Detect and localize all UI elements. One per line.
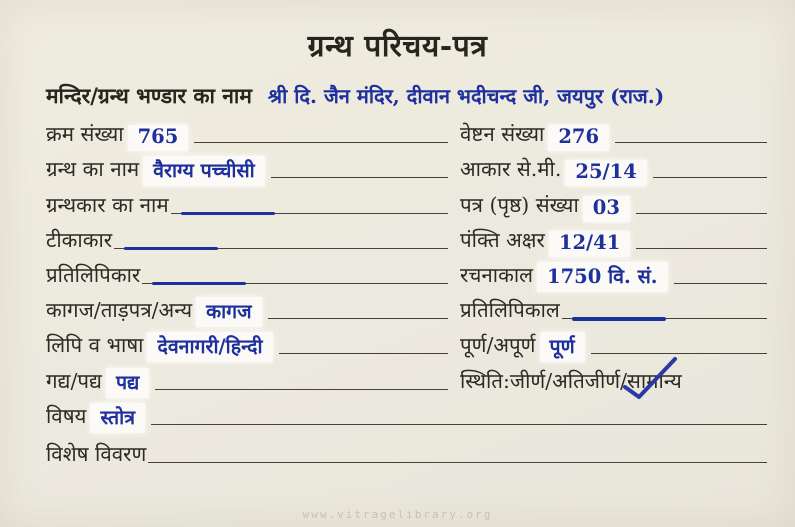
field-bundle-number — [460, 116, 769, 151]
rule-line — [155, 389, 448, 390]
field-label: आकार से.मी. — [460, 157, 562, 182]
field-condition — [460, 362, 769, 397]
field-prose-verse — [46, 362, 450, 397]
field-copyist — [46, 257, 450, 292]
field-granth-name — [46, 151, 450, 186]
field-value: 1750 वि. सं. — [537, 262, 668, 292]
field-value: 12/41 — [549, 231, 630, 257]
handwritten-dash — [124, 247, 218, 250]
handwritten-dash — [572, 317, 666, 320]
field-label: रचनाकाल — [460, 262, 534, 287]
field-composition-date — [460, 257, 769, 292]
field-label: लिपि व भाषा — [46, 333, 144, 358]
repository-name-label: मन्दिर/ग्रन्थ भण्डार का नाम — [46, 83, 252, 108]
rule-line — [279, 353, 448, 354]
form-row — [46, 222, 769, 257]
rule-line — [636, 213, 767, 214]
condition-checked-option — [627, 367, 682, 398]
rule-line — [591, 353, 767, 354]
field-value: पूर्ण — [540, 332, 585, 362]
field-subject — [46, 398, 769, 433]
form-row — [46, 327, 769, 362]
rule-line — [268, 318, 448, 319]
form-row — [46, 433, 769, 471]
field-label: ग्रन्थ का नाम — [46, 157, 140, 182]
rule-line — [562, 318, 767, 319]
handwritten-dash — [181, 212, 275, 215]
field-label: वेष्टन संख्या — [460, 122, 545, 147]
rule-line — [142, 283, 448, 284]
rule-line — [653, 177, 767, 178]
field-label: कागज/ताड़पत्र/अन्य — [46, 298, 193, 323]
field-label: पत्र (पृष्ठ) संख्या — [460, 192, 579, 217]
form-row — [46, 151, 769, 186]
page-title: ग्रन्थ परिचय-पत्र — [307, 29, 488, 64]
form-row — [46, 257, 769, 292]
field-value: देवनागरी/हिन्दी — [147, 332, 272, 362]
form-grid — [46, 116, 769, 471]
handwritten-dash — [152, 282, 246, 285]
field-value: स्तोत्र — [90, 403, 145, 433]
field-page-count — [460, 186, 769, 221]
rule-line — [114, 248, 448, 249]
rule-line — [151, 424, 767, 425]
field-script-language — [46, 327, 450, 362]
rule-line — [148, 462, 767, 463]
field-label: टीकाकार — [46, 227, 113, 252]
rule-line — [194, 142, 448, 143]
field-label: पूर्ण/अपूर्ण — [460, 333, 536, 358]
rule-line — [171, 213, 448, 214]
field-value: कागज — [196, 297, 261, 327]
form-row — [46, 362, 769, 397]
field-lines-letters — [460, 222, 769, 257]
field-label: विषय — [46, 403, 87, 428]
field-complete-incomplete — [460, 327, 769, 362]
field-value: सामान्य — [627, 368, 682, 393]
field-label: क्रम संख्या — [46, 122, 124, 147]
form-row — [46, 116, 769, 151]
field-label: पंक्ति अक्षर — [460, 227, 545, 252]
field-value: 276 — [548, 125, 609, 151]
rule-line — [636, 248, 767, 249]
form-row — [46, 398, 769, 433]
field-value: 25/14 — [565, 160, 646, 186]
field-author-name — [46, 186, 450, 221]
repository-name-row — [46, 82, 769, 113]
field-label: स्थिति:जीर्ण/अतिजीर्ण/ — [460, 368, 628, 393]
field-material — [46, 292, 450, 327]
rule-line — [615, 142, 767, 143]
repository-name-value: श्री दि. जैन मंदिर, दीवान भदीचन्द जी, जयपुर (राज.) — [267, 84, 665, 108]
form-row — [46, 186, 769, 221]
field-value: 03 — [583, 196, 630, 222]
rule-line — [674, 283, 767, 284]
field-copy-date — [460, 292, 769, 327]
field-label: प्रतिलिपिकाल — [460, 298, 560, 323]
form-row — [46, 292, 769, 327]
field-value: 765 — [128, 125, 189, 151]
field-commentator — [46, 222, 450, 257]
field-value: वैराग्य पच्चीसी — [143, 156, 265, 186]
field-serial-number — [46, 116, 450, 151]
field-label: प्रतिलिपिकार — [46, 262, 141, 287]
field-label: ग्रन्थकार का नाम — [46, 192, 169, 217]
watermark-text: www.vitragelibrary.org — [302, 508, 493, 521]
field-label: विशेष विवरण — [46, 441, 147, 466]
field-label: गद्य/पद्य — [46, 368, 102, 393]
field-value: पद्य — [106, 368, 149, 398]
rule-line — [271, 177, 448, 178]
field-size-cm — [460, 151, 769, 186]
field-special-details — [46, 433, 769, 471]
